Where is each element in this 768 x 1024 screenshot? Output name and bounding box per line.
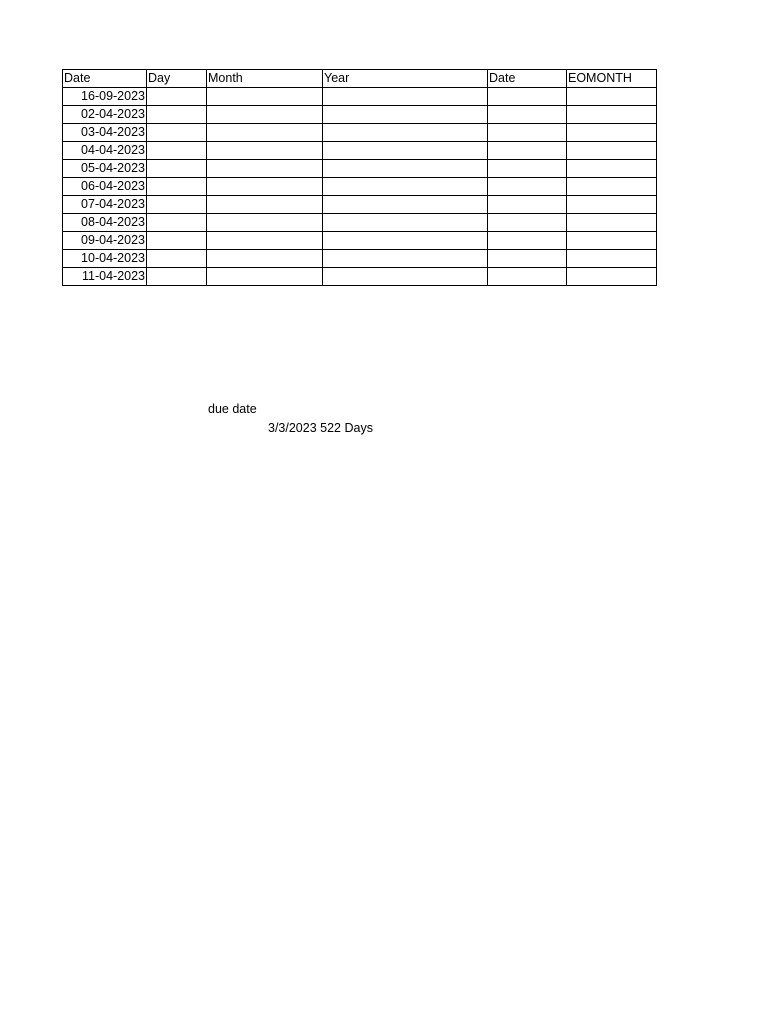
cell-month[interactable] [207, 214, 323, 232]
cell-date-2[interactable] [488, 232, 567, 250]
cell-month[interactable] [207, 88, 323, 106]
cell-year[interactable] [323, 88, 488, 106]
table-row [63, 88, 657, 106]
cell-year[interactable] [323, 196, 488, 214]
cell-date[interactable]: 02-04-2023 [63, 106, 147, 124]
table-row [63, 196, 657, 214]
cell-date[interactable]: 04-04-2023 [63, 142, 147, 160]
cell-date-2[interactable] [488, 250, 567, 268]
cell-date[interactable]: 16-09-2023 [63, 88, 147, 106]
cell-date[interactable]: 10-04-2023 [63, 250, 147, 268]
table-row [63, 250, 657, 268]
cell-date[interactable]: 07-04-2023 [63, 196, 147, 214]
cell-month[interactable] [207, 142, 323, 160]
cell-date-2[interactable] [488, 178, 567, 196]
cell-eomonth[interactable] [567, 214, 657, 232]
table-row [63, 268, 657, 286]
cell-year[interactable] [323, 142, 488, 160]
header-day[interactable]: Day [147, 70, 207, 88]
cell-eomonth[interactable] [567, 160, 657, 178]
cell-day[interactable] [147, 106, 207, 124]
cell-month[interactable] [207, 160, 323, 178]
table-row [63, 178, 657, 196]
cell-eomonth[interactable] [567, 124, 657, 142]
cell-eomonth[interactable] [567, 250, 657, 268]
cell-year[interactable] [323, 268, 488, 286]
cell-day[interactable] [147, 124, 207, 142]
cell-month[interactable] [207, 124, 323, 142]
cell-date[interactable]: 05-04-2023 [63, 160, 147, 178]
cell-day[interactable] [147, 178, 207, 196]
cell-month[interactable] [207, 106, 323, 124]
cell-eomonth[interactable] [567, 106, 657, 124]
cell-date[interactable]: 08-04-2023 [63, 214, 147, 232]
cell-date[interactable]: 09-04-2023 [63, 232, 147, 250]
header-row [63, 70, 657, 88]
cell-year[interactable] [323, 232, 488, 250]
cell-date-2[interactable] [488, 88, 567, 106]
cell-year[interactable] [323, 178, 488, 196]
cell-date-2[interactable] [488, 214, 567, 232]
cell-month[interactable] [207, 196, 323, 214]
cell-day[interactable] [147, 268, 207, 286]
cell-day[interactable] [147, 160, 207, 178]
cell-month[interactable] [207, 250, 323, 268]
table-row [63, 214, 657, 232]
cell-month[interactable] [207, 178, 323, 196]
header-year[interactable]: Year [323, 70, 488, 88]
cell-date[interactable]: 06-04-2023 [63, 178, 147, 196]
table-row [63, 232, 657, 250]
table-row [63, 160, 657, 178]
cell-eomonth[interactable] [567, 232, 657, 250]
cell-date-2[interactable] [488, 268, 567, 286]
header-eomonth[interactable]: EOMONTH [567, 70, 657, 88]
cell-month[interactable] [207, 232, 323, 250]
cell-date-2[interactable] [488, 142, 567, 160]
cell-eomonth[interactable] [567, 88, 657, 106]
cell-day[interactable] [147, 196, 207, 214]
header-date-2[interactable]: Date [488, 70, 567, 88]
cell-year[interactable] [323, 250, 488, 268]
due-date-label[interactable]: due date [208, 402, 257, 416]
cell-year[interactable] [323, 214, 488, 232]
cell-date-2[interactable] [488, 124, 567, 142]
cell-date[interactable]: 03-04-2023 [63, 124, 147, 142]
cell-day[interactable] [147, 142, 207, 160]
table-row [63, 124, 657, 142]
cell-date-2[interactable] [488, 196, 567, 214]
table-row [63, 106, 657, 124]
cell-date-2[interactable] [488, 106, 567, 124]
cell-year[interactable] [323, 106, 488, 124]
cell-eomonth[interactable] [567, 268, 657, 286]
cell-date-2[interactable] [488, 160, 567, 178]
due-date-value[interactable]: 3/3/2023 522 Days [268, 421, 373, 435]
cell-year[interactable] [323, 160, 488, 178]
header-date[interactable]: Date [63, 70, 147, 88]
cell-eomonth[interactable] [567, 142, 657, 160]
cell-date[interactable]: 11-04-2023 [63, 268, 147, 286]
cell-month[interactable] [207, 268, 323, 286]
cell-day[interactable] [147, 232, 207, 250]
date-table [62, 69, 657, 286]
table-body [63, 88, 657, 286]
cell-day[interactable] [147, 88, 207, 106]
cell-eomonth[interactable] [567, 196, 657, 214]
cell-day[interactable] [147, 214, 207, 232]
table-row [63, 142, 657, 160]
cell-year[interactable] [323, 124, 488, 142]
cell-day[interactable] [147, 250, 207, 268]
cell-eomonth[interactable] [567, 178, 657, 196]
header-month[interactable]: Month [207, 70, 323, 88]
